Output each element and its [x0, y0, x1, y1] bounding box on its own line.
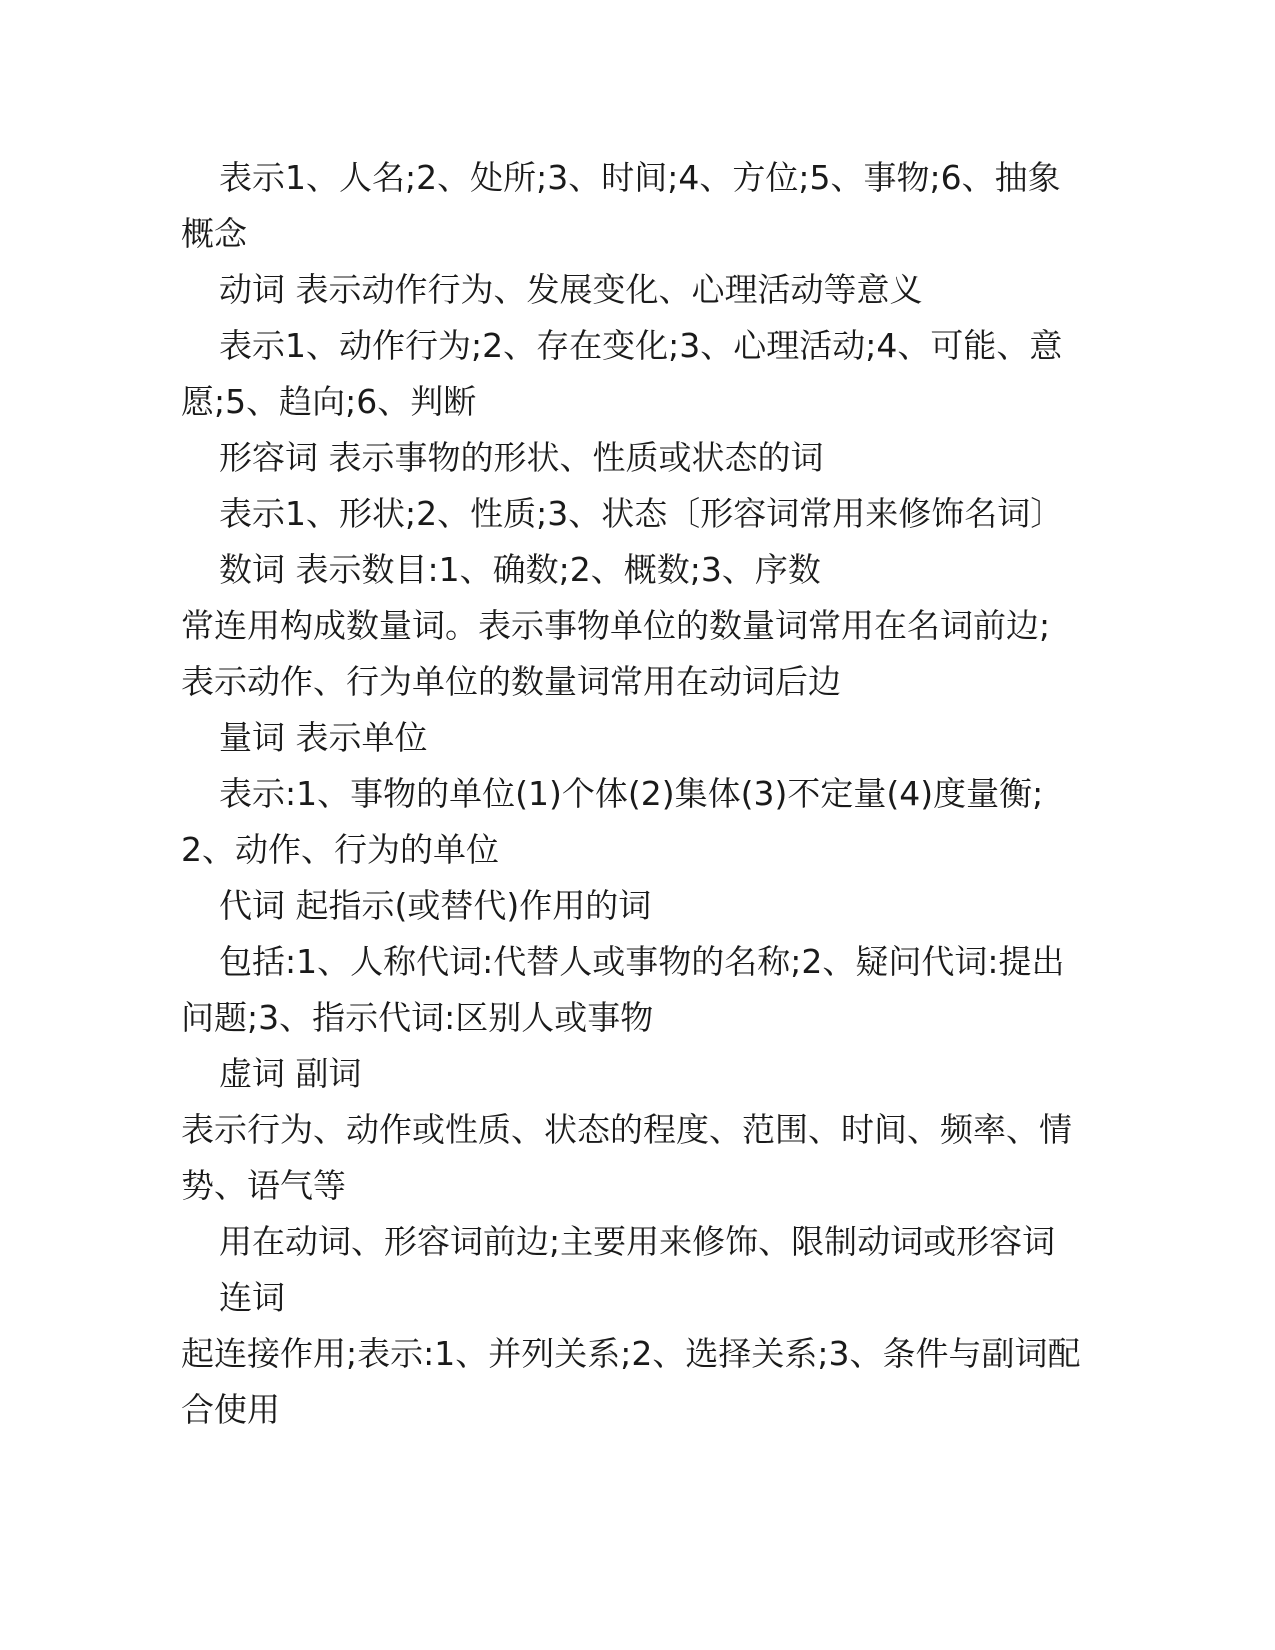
paragraph-adjective-definition: 形容词 表示事物的形状、性质或状态的词: [219, 438, 824, 477]
paragraph-adverb-meanings: 表示行为、动作或性质、状态的程度、范围、时间、频率、情势、语气等: [181, 1110, 1072, 1205]
paragraph-measure-word-meanings: 表示:1、事物的单位(1)个体(2)集体(3)不定量(4)度量衡;2、动作、行为的单位: [181, 774, 1044, 869]
paragraph-conjunction-heading: 连词: [219, 1278, 285, 1317]
paragraph-measure-word-definition: 量词 表示单位: [219, 718, 428, 757]
paragraph-verb-definition: 动词 表示动作行为、发展变化、心理活动等意义: [219, 270, 923, 309]
paragraph-numeral-definition: 数词 表示数目:1、确数;2、概数;3、序数: [219, 550, 821, 589]
paragraph-conjunction-meanings: 起连接作用;表示:1、并列关系;2、选择关系;3、条件与副词配合使用: [181, 1334, 1081, 1429]
document-body: [181, 150, 1081, 1438]
paragraph-noun-meanings: 表示1、人名;2、处所;3、时间;4、方位;5、事物;6、抽象概念: [181, 158, 1061, 253]
paragraph-verb-meanings: 表示1、动作行为;2、存在变化;3、心理活动;4、可能、意愿;5、趋向;6、判断: [181, 326, 1063, 421]
paragraph-adjective-meanings: 表示1、形状;2、性质;3、状态〔形容词常用来修饰名词〕: [219, 494, 1064, 533]
paragraph-pronoun-types: 包括:1、人称代词:代替人或事物的名称;2、疑问代词:提出问题;3、指示代词:区别人或事物: [181, 942, 1065, 1037]
paragraph-adverb-usage: 用在动词、形容词前边;主要用来修饰、限制动词或形容词: [219, 1222, 1056, 1261]
paragraph-pronoun-definition: 代词 起指示(或替代)作用的词: [219, 886, 652, 925]
paragraph-function-word-adverb: 虚词 副词: [219, 1054, 362, 1093]
paragraph-numeral-usage: 常连用构成数量词。表示事物单位的数量词常用在名词前边;表示动作、行为单位的数量词常用在动词后边: [181, 606, 1051, 701]
